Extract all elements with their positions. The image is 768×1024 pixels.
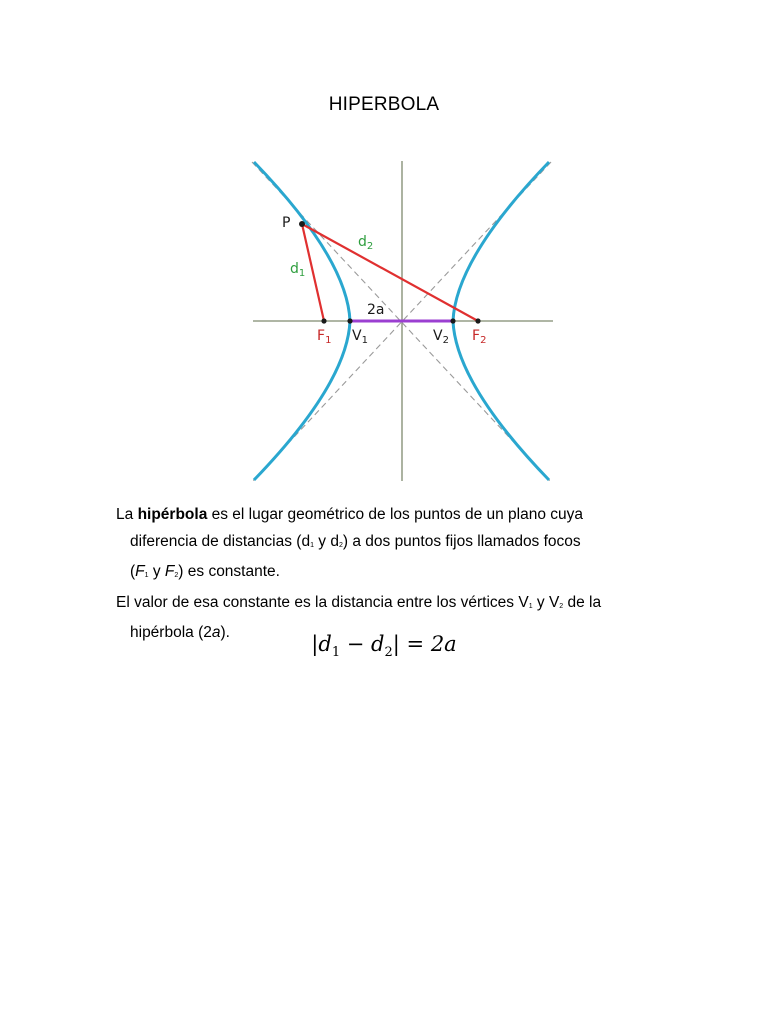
para2-line2: hipérbola (2a). [130,624,230,641]
para1-line2: diferencia de distancias ($d_1$ y $d_2$) a dos puntos fijos llamados focos [130,532,581,550]
point-v2 [450,318,455,323]
para1-line3: ($F_1$ y $F_2$) es constante. [130,563,280,580]
hyperbola-formula: $|d_1 - d_2| = 2a$ [311,632,457,661]
label-f1: $F_1$ [317,328,332,346]
definition-text [116,502,662,647]
para1-line1: es el lugar geométrico de los puntos de un plano cuya [207,506,584,523]
paragraph-definition [116,502,662,590]
point-f1 [321,318,326,323]
point-p [299,221,305,227]
page-title: HIPERBOLA [328,94,440,115]
term-hiperbola: hipérbola [137,506,208,523]
label-v2: $V_2$ [433,328,449,346]
para2-line1: El valor de esa constante es la distancia entre los vértices $V_1$ y $V_2$ de la [116,593,602,611]
segment-d2 [302,224,478,321]
label-p: P [282,215,291,231]
para1-lead: La [116,506,138,523]
label-d2: $d_2$ [358,234,374,252]
point-v1 [347,318,352,323]
label-f2: $F_2$ [472,328,487,346]
label-d1: $d_1$ [290,261,306,279]
label-2a: 2a [367,302,385,318]
label-v1: $V_1$ [352,328,368,346]
point-f2 [475,318,480,323]
segment-d1 [302,224,324,321]
hyperbola-svg [250,158,556,484]
hyperbola-diagram [250,158,556,484]
